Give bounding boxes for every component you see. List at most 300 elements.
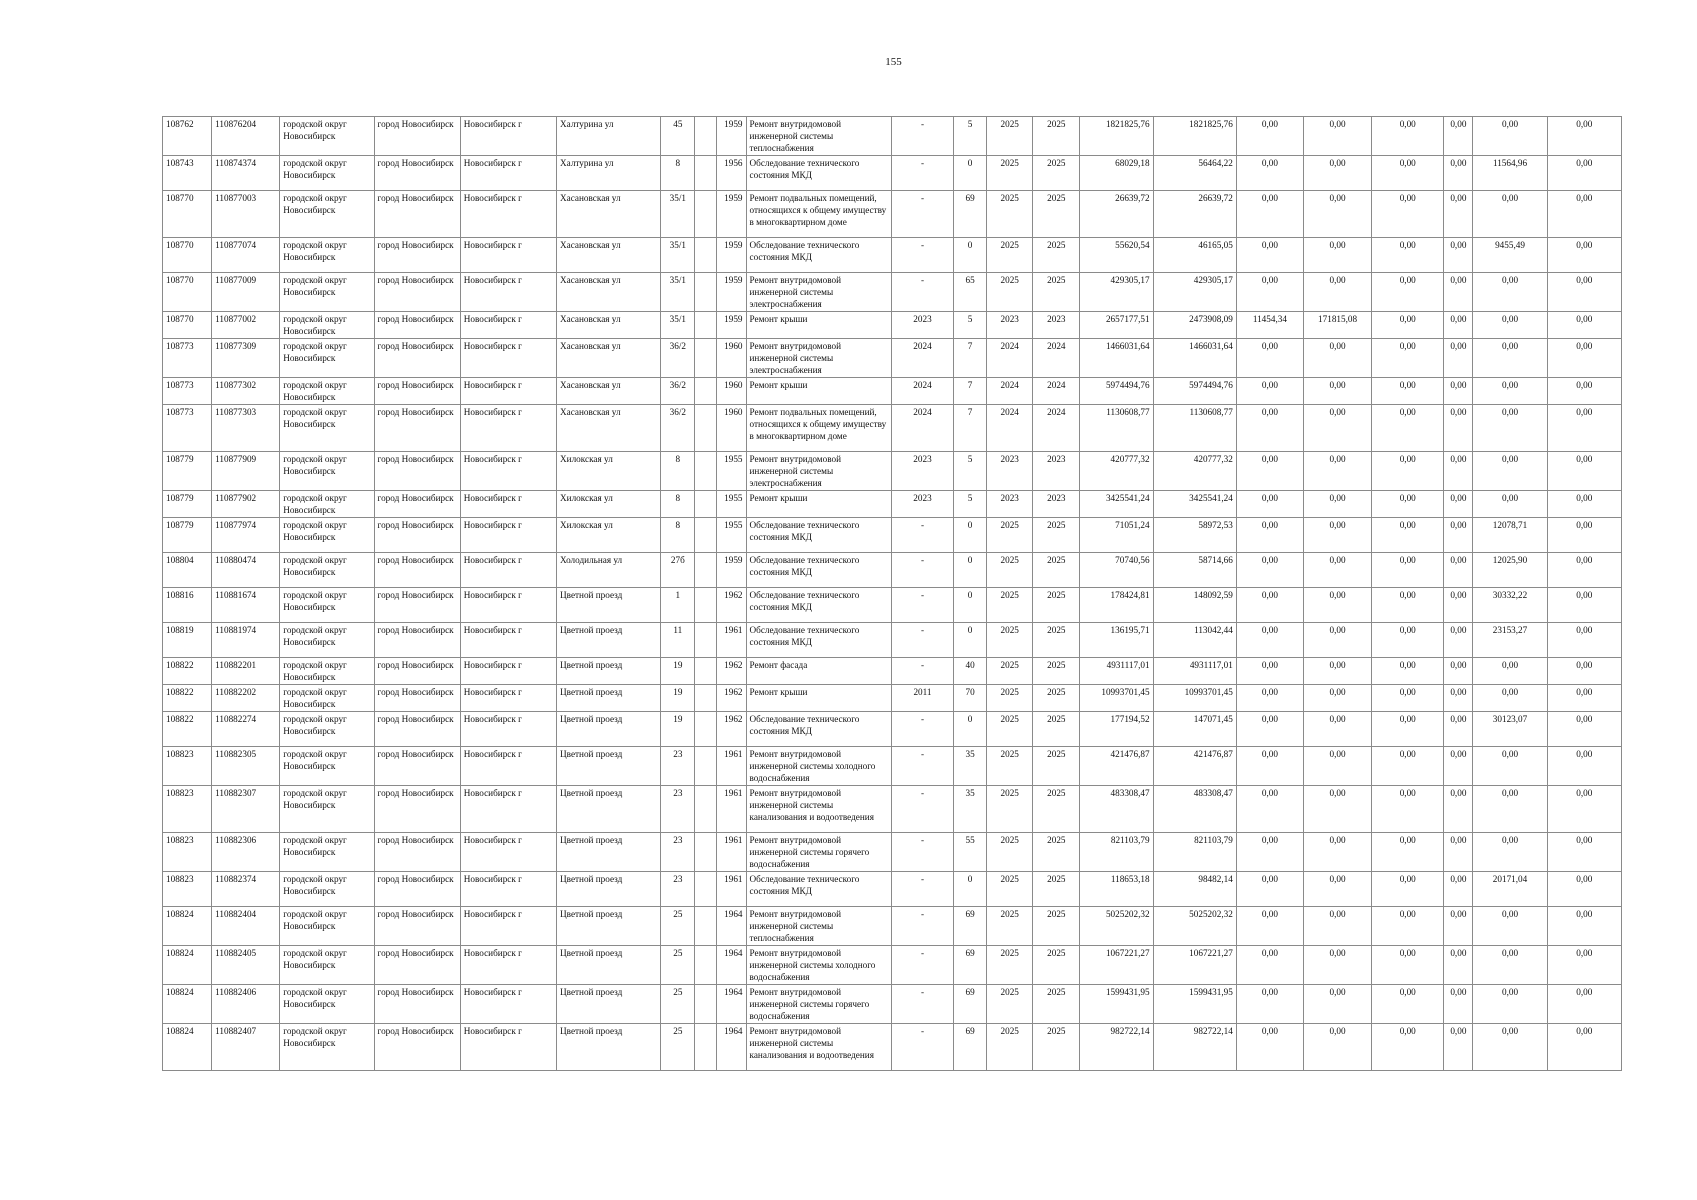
table-row	[163, 747, 1622, 786]
cell-settlement: город Новосибирск	[374, 491, 460, 518]
cell-record-id: 108823	[163, 786, 212, 833]
cell-prev-repair-year: -	[891, 156, 953, 191]
cell-budget-federal: 0,00	[1236, 658, 1303, 685]
cell-owners-extra: 0,00	[1444, 588, 1473, 623]
cell-building	[695, 191, 717, 238]
cell-wear-percent: 69	[954, 907, 987, 946]
cell-budget-regional: 0,00	[1303, 685, 1371, 712]
cell-prev-repair-year: -	[891, 191, 953, 238]
table-row	[163, 452, 1622, 491]
cell-reserve-cost: 0,00	[1547, 685, 1621, 712]
cell-record-id: 108822	[163, 685, 212, 712]
cell-record-id: 108773	[163, 405, 212, 452]
cell-settlement: город Новосибирск	[374, 588, 460, 623]
cell-budget-federal: 0,00	[1236, 238, 1303, 273]
cell-settlement: город Новосибирск	[374, 712, 460, 747]
cell-work-type: Ремонт внутридомовой инженерной системы теплоснабжения	[746, 117, 891, 156]
cell-total-cost: 5025202,32	[1080, 907, 1153, 946]
cell-plan-year-start: 2025	[987, 1024, 1033, 1071]
cell-street: Хасановская ул	[557, 405, 661, 452]
cell-plan-year-start: 2025	[987, 985, 1033, 1024]
table-row	[163, 156, 1622, 191]
cell-record-id: 108824	[163, 907, 212, 946]
table-row	[163, 312, 1622, 339]
cell-budget-federal: 0,00	[1236, 273, 1303, 312]
cell-settlement: город Новосибирск	[374, 658, 460, 685]
cell-fund-cost: 46165,05	[1153, 238, 1236, 273]
cell-building	[695, 518, 717, 553]
cell-settlement: город Новосибирск	[374, 872, 460, 907]
cell-budget-federal: 0,00	[1236, 712, 1303, 747]
cell-work-type: Ремонт внутридомовой инженерной системы горячего водоснабжения	[746, 833, 891, 872]
cell-plan-year-start: 2023	[987, 491, 1033, 518]
cell-total-cost: 483308,47	[1080, 786, 1153, 833]
cell-fund-cost: 483308,47	[1153, 786, 1236, 833]
cell-record-id: 108804	[163, 553, 212, 588]
table-row	[163, 623, 1622, 658]
cell-owners-extra: 0,00	[1444, 907, 1473, 946]
cell-work-type: Обследование технического состояния МКД	[746, 872, 891, 907]
cell-fund-cost: 1067221,27	[1153, 946, 1236, 985]
cell-budget-regional: 0,00	[1303, 946, 1371, 985]
cell-year-built: 1960	[717, 339, 746, 378]
cell-reserve-cost: 0,00	[1547, 946, 1621, 985]
cell-other-cost: 30332,22	[1473, 588, 1547, 623]
cell-prev-repair-year: 2023	[891, 452, 953, 491]
cell-owners-extra: 0,00	[1444, 872, 1473, 907]
cell-settlement: город Новосибирск	[374, 452, 460, 491]
table-row	[163, 946, 1622, 985]
cell-other-cost: 12078,71	[1473, 518, 1547, 553]
cell-budget-local: 0,00	[1372, 946, 1444, 985]
cell-budget-regional: 0,00	[1303, 712, 1371, 747]
cell-house-number: 19	[661, 712, 695, 747]
cell-plan-year-end: 2025	[1033, 872, 1080, 907]
cell-municipality: городской округ Новосибирск	[280, 191, 374, 238]
cell-prev-repair-year: 2011	[891, 685, 953, 712]
cell-budget-federal: 0,00	[1236, 833, 1303, 872]
cell-fund-cost: 821103,79	[1153, 833, 1236, 872]
cell-house-number: 1	[661, 588, 695, 623]
cell-other-cost: 0,00	[1473, 191, 1547, 238]
cell-work-type: Обследование технического состояния МКД	[746, 518, 891, 553]
cell-budget-federal: 0,00	[1236, 946, 1303, 985]
cell-prev-repair-year: -	[891, 747, 953, 786]
cell-wear-percent: 0	[954, 712, 987, 747]
cell-record-id: 108773	[163, 378, 212, 405]
cell-work-id: 110877303	[212, 405, 280, 452]
table-row	[163, 191, 1622, 238]
cell-work-id: 110877974	[212, 518, 280, 553]
cell-settlement: город Новосибирск	[374, 553, 460, 588]
cell-wear-percent: 0	[954, 156, 987, 191]
cell-other-cost: 0,00	[1473, 907, 1547, 946]
cell-budget-local: 0,00	[1372, 378, 1444, 405]
cell-work-type: Ремонт внутридомовой инженерной системы канализования и водоотведения	[746, 786, 891, 833]
cell-budget-regional: 171815,08	[1303, 312, 1371, 339]
cell-budget-federal: 0,00	[1236, 747, 1303, 786]
cell-total-cost: 26639,72	[1080, 191, 1153, 238]
cell-fund-cost: 421476,87	[1153, 747, 1236, 786]
cell-street: Хасановская ул	[557, 378, 661, 405]
cell-record-id: 108773	[163, 339, 212, 378]
cell-plan-year-start: 2025	[987, 907, 1033, 946]
cell-building	[695, 907, 717, 946]
cell-budget-local: 0,00	[1372, 872, 1444, 907]
cell-settlement: город Новосибирск	[374, 786, 460, 833]
cell-wear-percent: 5	[954, 452, 987, 491]
cell-reserve-cost: 0,00	[1547, 238, 1621, 273]
cell-year-built: 1962	[717, 588, 746, 623]
cell-budget-local: 0,00	[1372, 117, 1444, 156]
cell-house-number: 8	[661, 491, 695, 518]
cell-street: Цветной проезд	[557, 1024, 661, 1071]
cell-wear-percent: 5	[954, 491, 987, 518]
cell-work-id: 110877003	[212, 191, 280, 238]
cell-budget-regional: 0,00	[1303, 1024, 1371, 1071]
cell-owners-extra: 0,00	[1444, 946, 1473, 985]
cell-reserve-cost: 0,00	[1547, 117, 1621, 156]
cell-building	[695, 786, 717, 833]
cell-other-cost: 0,00	[1473, 405, 1547, 452]
cell-owners-extra: 0,00	[1444, 712, 1473, 747]
cell-building	[695, 491, 717, 518]
cell-locality: Новосибирск г	[460, 117, 556, 156]
cell-work-id: 110882406	[212, 985, 280, 1024]
cell-budget-local: 0,00	[1372, 518, 1444, 553]
cell-house-number: 23	[661, 786, 695, 833]
cell-reserve-cost: 0,00	[1547, 712, 1621, 747]
cell-budget-regional: 0,00	[1303, 658, 1371, 685]
cell-fund-cost: 1466031,64	[1153, 339, 1236, 378]
cell-fund-cost: 1599431,95	[1153, 985, 1236, 1024]
cell-wear-percent: 0	[954, 623, 987, 658]
cell-work-id: 110882305	[212, 747, 280, 786]
cell-budget-federal: 0,00	[1236, 907, 1303, 946]
cell-work-id: 110877902	[212, 491, 280, 518]
cell-budget-federal: 0,00	[1236, 491, 1303, 518]
cell-total-cost: 136195,71	[1080, 623, 1153, 658]
cell-reserve-cost: 0,00	[1547, 191, 1621, 238]
cell-budget-local: 0,00	[1372, 452, 1444, 491]
cell-fund-cost: 148092,59	[1153, 588, 1236, 623]
cell-plan-year-start: 2025	[987, 946, 1033, 985]
table-row	[163, 872, 1622, 907]
cell-municipality: городской округ Новосибирск	[280, 985, 374, 1024]
cell-owners-extra: 0,00	[1444, 156, 1473, 191]
cell-plan-year-start: 2025	[987, 747, 1033, 786]
cell-building	[695, 985, 717, 1024]
cell-total-cost: 10993701,45	[1080, 685, 1153, 712]
cell-prev-repair-year: 2024	[891, 405, 953, 452]
cell-street: Цветной проезд	[557, 786, 661, 833]
cell-municipality: городской округ Новосибирск	[280, 786, 374, 833]
cell-municipality: городской округ Новосибирск	[280, 907, 374, 946]
cell-budget-local: 0,00	[1372, 553, 1444, 588]
cell-wear-percent: 35	[954, 786, 987, 833]
cell-reserve-cost: 0,00	[1547, 273, 1621, 312]
cell-building	[695, 623, 717, 658]
cell-total-cost: 118653,18	[1080, 872, 1153, 907]
cell-owners-extra: 0,00	[1444, 117, 1473, 156]
cell-fund-cost: 3425541,24	[1153, 491, 1236, 518]
cell-plan-year-end: 2025	[1033, 156, 1080, 191]
cell-other-cost: 9455,49	[1473, 238, 1547, 273]
cell-locality: Новосибирск г	[460, 238, 556, 273]
cell-total-cost: 177194,52	[1080, 712, 1153, 747]
cell-total-cost: 4931117,01	[1080, 658, 1153, 685]
cell-reserve-cost: 0,00	[1547, 452, 1621, 491]
cell-wear-percent: 7	[954, 405, 987, 452]
cell-house-number: 23	[661, 747, 695, 786]
cell-plan-year-end: 2023	[1033, 312, 1080, 339]
cell-wear-percent: 69	[954, 985, 987, 1024]
page-number: 155	[885, 56, 902, 68]
cell-street: Хилокская ул	[557, 518, 661, 553]
cell-building	[695, 312, 717, 339]
cell-house-number: 25	[661, 1024, 695, 1071]
cell-street: Цветной проезд	[557, 946, 661, 985]
cell-plan-year-start: 2025	[987, 872, 1033, 907]
cell-year-built: 1960	[717, 405, 746, 452]
cell-street: Хилокская ул	[557, 452, 661, 491]
cell-total-cost: 1466031,64	[1080, 339, 1153, 378]
cell-street: Цветной проезд	[557, 685, 661, 712]
cell-street: Халтурина ул	[557, 117, 661, 156]
cell-prev-repair-year: -	[891, 273, 953, 312]
cell-budget-local: 0,00	[1372, 786, 1444, 833]
cell-budget-local: 0,00	[1372, 339, 1444, 378]
cell-budget-regional: 0,00	[1303, 405, 1371, 452]
cell-other-cost: 0,00	[1473, 378, 1547, 405]
cell-work-type: Обследование технического состояния МКД	[746, 588, 891, 623]
cell-budget-regional: 0,00	[1303, 156, 1371, 191]
cell-building	[695, 712, 717, 747]
cell-fund-cost: 1130608,77	[1153, 405, 1236, 452]
cell-municipality: городской округ Новосибирск	[280, 273, 374, 312]
cell-budget-regional: 0,00	[1303, 191, 1371, 238]
cell-plan-year-end: 2025	[1033, 907, 1080, 946]
cell-total-cost: 1130608,77	[1080, 405, 1153, 452]
cell-house-number: 35/1	[661, 312, 695, 339]
cell-municipality: городской округ Новосибирск	[280, 946, 374, 985]
cell-plan-year-end: 2025	[1033, 191, 1080, 238]
cell-work-type: Ремонт внутридомовой инженерной системы электроснабжения	[746, 273, 891, 312]
cell-total-cost: 178424,81	[1080, 588, 1153, 623]
cell-fund-cost: 10993701,45	[1153, 685, 1236, 712]
cell-plan-year-end: 2025	[1033, 117, 1080, 156]
cell-prev-repair-year: -	[891, 658, 953, 685]
cell-other-cost: 0,00	[1473, 658, 1547, 685]
cell-budget-federal: 0,00	[1236, 191, 1303, 238]
cell-wear-percent: 5	[954, 117, 987, 156]
cell-work-type: Ремонт внутридомовой инженерной системы теплоснабжения	[746, 907, 891, 946]
cell-work-type: Ремонт внутридомовой инженерной системы электроснабжения	[746, 339, 891, 378]
cell-budget-local: 0,00	[1372, 985, 1444, 1024]
cell-total-cost: 68029,18	[1080, 156, 1153, 191]
cell-budget-regional: 0,00	[1303, 339, 1371, 378]
cell-plan-year-end: 2025	[1033, 985, 1080, 1024]
cell-reserve-cost: 0,00	[1547, 872, 1621, 907]
cell-year-built: 1955	[717, 491, 746, 518]
cell-other-cost: 20171,04	[1473, 872, 1547, 907]
cell-work-type: Обследование технического состояния МКД	[746, 238, 891, 273]
cell-street: Цветной проезд	[557, 658, 661, 685]
cell-locality: Новосибирск г	[460, 452, 556, 491]
cell-budget-local: 0,00	[1372, 623, 1444, 658]
cell-budget-federal: 0,00	[1236, 405, 1303, 452]
cell-prev-repair-year: -	[891, 238, 953, 273]
cell-locality: Новосибирск г	[460, 273, 556, 312]
cell-prev-repair-year: -	[891, 786, 953, 833]
cell-year-built: 1964	[717, 1024, 746, 1071]
cell-locality: Новосибирск г	[460, 907, 556, 946]
cell-settlement: город Новосибирск	[374, 985, 460, 1024]
cell-plan-year-end: 2025	[1033, 518, 1080, 553]
cell-house-number: 25	[661, 907, 695, 946]
cell-budget-federal: 0,00	[1236, 156, 1303, 191]
cell-budget-federal: 0,00	[1236, 452, 1303, 491]
cell-prev-repair-year: -	[891, 623, 953, 658]
cell-other-cost: 0,00	[1473, 946, 1547, 985]
cell-wear-percent: 69	[954, 191, 987, 238]
cell-locality: Новосибирск г	[460, 518, 556, 553]
cell-reserve-cost: 0,00	[1547, 378, 1621, 405]
cell-reserve-cost: 0,00	[1547, 491, 1621, 518]
table-row	[163, 117, 1622, 156]
cell-plan-year-start: 2025	[987, 553, 1033, 588]
cell-house-number: 11	[661, 623, 695, 658]
cell-wear-percent: 0	[954, 238, 987, 273]
cell-plan-year-end: 2023	[1033, 491, 1080, 518]
cell-fund-cost: 4931117,01	[1153, 658, 1236, 685]
cell-wear-percent: 65	[954, 273, 987, 312]
cell-work-type: Ремонт внутридомовой инженерной системы горячего водоснабжения	[746, 985, 891, 1024]
cell-work-id: 110882274	[212, 712, 280, 747]
cell-budget-local: 0,00	[1372, 685, 1444, 712]
cell-owners-extra: 0,00	[1444, 405, 1473, 452]
cell-total-cost: 70740,56	[1080, 553, 1153, 588]
cell-building	[695, 588, 717, 623]
cell-other-cost: 0,00	[1473, 312, 1547, 339]
cell-budget-local: 0,00	[1372, 833, 1444, 872]
cell-locality: Новосибирск г	[460, 312, 556, 339]
cell-prev-repair-year: 2023	[891, 312, 953, 339]
cell-municipality: городской округ Новосибирск	[280, 872, 374, 907]
cell-plan-year-start: 2025	[987, 518, 1033, 553]
cell-other-cost: 0,00	[1473, 833, 1547, 872]
cell-other-cost: 23153,27	[1473, 623, 1547, 658]
cell-house-number: 23	[661, 872, 695, 907]
cell-work-type: Обследование технического состояния МКД	[746, 156, 891, 191]
cell-work-id: 110881674	[212, 588, 280, 623]
cell-settlement: город Новосибирск	[374, 518, 460, 553]
cell-plan-year-end: 2025	[1033, 712, 1080, 747]
cell-wear-percent: 70	[954, 685, 987, 712]
cell-locality: Новосибирск г	[460, 985, 556, 1024]
cell-reserve-cost: 0,00	[1547, 312, 1621, 339]
cell-total-cost: 421476,87	[1080, 747, 1153, 786]
cell-municipality: городской округ Новосибирск	[280, 623, 374, 658]
cell-record-id: 108779	[163, 518, 212, 553]
cell-plan-year-end: 2025	[1033, 685, 1080, 712]
cell-building	[695, 117, 717, 156]
cell-budget-regional: 0,00	[1303, 117, 1371, 156]
cell-locality: Новосибирск г	[460, 378, 556, 405]
cell-prev-repair-year: -	[891, 117, 953, 156]
cell-budget-regional: 0,00	[1303, 491, 1371, 518]
cell-work-id: 110877309	[212, 339, 280, 378]
cell-building	[695, 378, 717, 405]
table-row	[163, 658, 1622, 685]
cell-plan-year-start: 2025	[987, 786, 1033, 833]
cell-building	[695, 405, 717, 452]
cell-budget-local: 0,00	[1372, 273, 1444, 312]
cell-building	[695, 553, 717, 588]
cell-house-number: 27б	[661, 553, 695, 588]
cell-year-built: 1959	[717, 238, 746, 273]
cell-municipality: городской округ Новосибирск	[280, 117, 374, 156]
cell-other-cost: 0,00	[1473, 786, 1547, 833]
cell-wear-percent: 0	[954, 518, 987, 553]
cell-prev-repair-year: 2024	[891, 339, 953, 378]
cell-other-cost: 11564,96	[1473, 156, 1547, 191]
cell-locality: Новосибирск г	[460, 712, 556, 747]
cell-budget-regional: 0,00	[1303, 623, 1371, 658]
cell-budget-federal: 0,00	[1236, 623, 1303, 658]
cell-locality: Новосибирск г	[460, 658, 556, 685]
cell-fund-cost: 56464,22	[1153, 156, 1236, 191]
cell-work-id: 110877909	[212, 452, 280, 491]
cell-municipality: городской округ Новосибирск	[280, 712, 374, 747]
cell-reserve-cost: 0,00	[1547, 156, 1621, 191]
cell-fund-cost: 982722,14	[1153, 1024, 1236, 1071]
cell-prev-repair-year: -	[891, 946, 953, 985]
table-row	[163, 712, 1622, 747]
cell-owners-extra: 0,00	[1444, 553, 1473, 588]
cell-settlement: город Новосибирск	[374, 946, 460, 985]
cell-house-number: 23	[661, 833, 695, 872]
cell-budget-federal: 0,00	[1236, 378, 1303, 405]
cell-settlement: город Новосибирск	[374, 833, 460, 872]
cell-owners-extra: 0,00	[1444, 378, 1473, 405]
cell-wear-percent: 69	[954, 1024, 987, 1071]
cell-fund-cost: 58972,53	[1153, 518, 1236, 553]
cell-year-built: 1961	[717, 872, 746, 907]
cell-total-cost: 2657177,51	[1080, 312, 1153, 339]
cell-year-built: 1959	[717, 117, 746, 156]
cell-budget-regional: 0,00	[1303, 238, 1371, 273]
cell-municipality: городской округ Новосибирск	[280, 518, 374, 553]
cell-budget-local: 0,00	[1372, 491, 1444, 518]
table-row	[163, 238, 1622, 273]
cell-reserve-cost: 0,00	[1547, 1024, 1621, 1071]
cell-budget-regional: 0,00	[1303, 273, 1371, 312]
cell-wear-percent: 5	[954, 312, 987, 339]
cell-prev-repair-year: -	[891, 907, 953, 946]
cell-wear-percent: 7	[954, 339, 987, 378]
cell-record-id: 108743	[163, 156, 212, 191]
cell-reserve-cost: 0,00	[1547, 907, 1621, 946]
cell-work-id: 110882306	[212, 833, 280, 872]
cell-prev-repair-year: -	[891, 712, 953, 747]
cell-owners-extra: 0,00	[1444, 685, 1473, 712]
cell-plan-year-end: 2025	[1033, 553, 1080, 588]
cell-street: Халтурина ул	[557, 156, 661, 191]
cell-reserve-cost: 0,00	[1547, 833, 1621, 872]
cell-plan-year-end: 2025	[1033, 1024, 1080, 1071]
cell-work-id: 110882405	[212, 946, 280, 985]
